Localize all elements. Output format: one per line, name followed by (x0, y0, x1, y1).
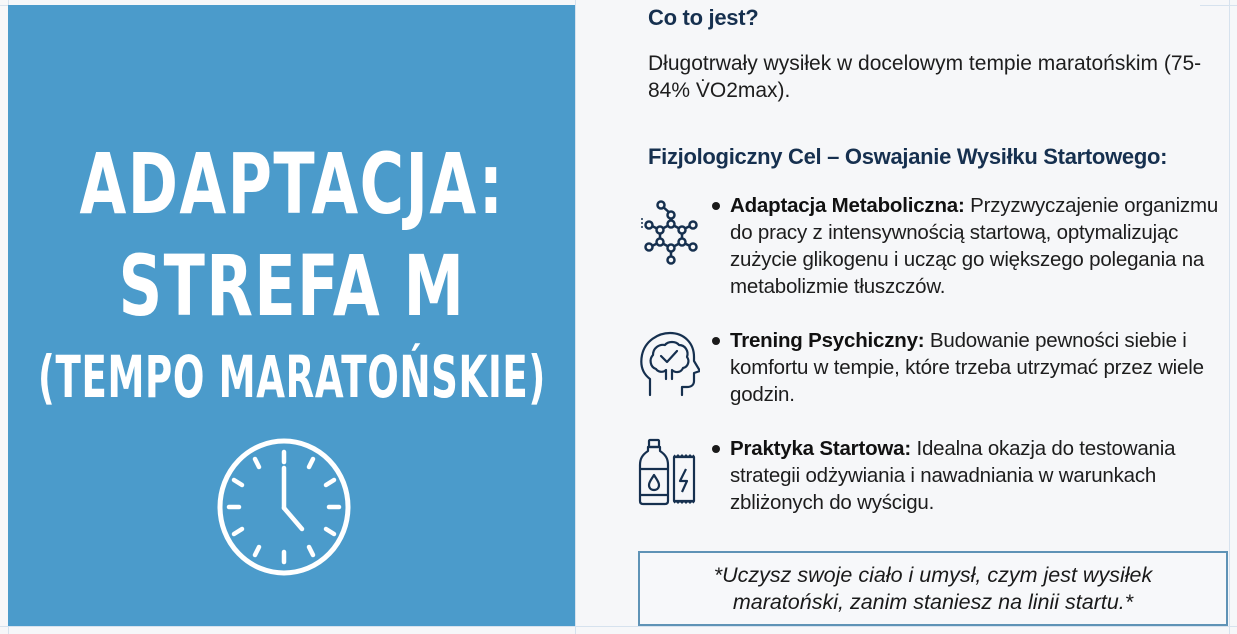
list-item-race-practice (638, 435, 1233, 516)
item-body: Idealna okazja do testowania strategii odżywiania i nawadniania w warunkach zbliżonych do wyścigu. (730, 437, 1176, 514)
list-item-mental (638, 327, 1233, 408)
definition-text: Długotrwały wysiłek w docelowym tempie maratońskim (75-84% V̇O2max). (648, 52, 1202, 102)
item-text (730, 192, 1233, 300)
title-subtitle: (TEMPO MARATOŃSKIE) (37, 343, 546, 411)
bullet-dot (712, 337, 720, 345)
item-body: Budowanie pewności siebie i komfortu w tempie, które trzeba utrzymać przez wiele godzin. (730, 329, 1204, 406)
section-heading-goal: Fizjologiczny Cel – Oswajanie Wysiłku Startowego: (648, 144, 1168, 169)
takeaway-note-box: *Uczysz swoje ciało i umysł, czym jest wysiłek maratoński, zanim staniesz na linii startu.* (638, 551, 1228, 626)
molecule-icon (638, 198, 700, 268)
item-title: Trening Psychiczny: (730, 329, 925, 352)
bullet-dot (712, 445, 720, 453)
title-line-1: ADAPTACJA: (79, 135, 504, 233)
list-item-metabolic (638, 192, 1233, 300)
title-line-2: STREFA M (118, 237, 465, 335)
brain-head-check-icon (638, 329, 700, 399)
item-text (730, 435, 1233, 516)
content-panel (620, 0, 1237, 634)
clock-icon (216, 438, 352, 576)
item-title: Adaptacja Metaboliczna: (730, 194, 965, 217)
item-text (730, 327, 1233, 408)
bullet-dot (712, 202, 720, 210)
item-title: Praktyka Startowa: (730, 437, 911, 460)
bottle-energy-bar-icon (638, 437, 700, 507)
item-body: Przyzwyczajenie organizmu do pracy z intensywnością startową, optymalizując zużycie glikogenu i ucząc go większego polegania na metabolizmie tłuszczów. (730, 194, 1219, 298)
main-title (0, 135, 688, 418)
section-heading-what: Co to jest? (648, 5, 759, 30)
